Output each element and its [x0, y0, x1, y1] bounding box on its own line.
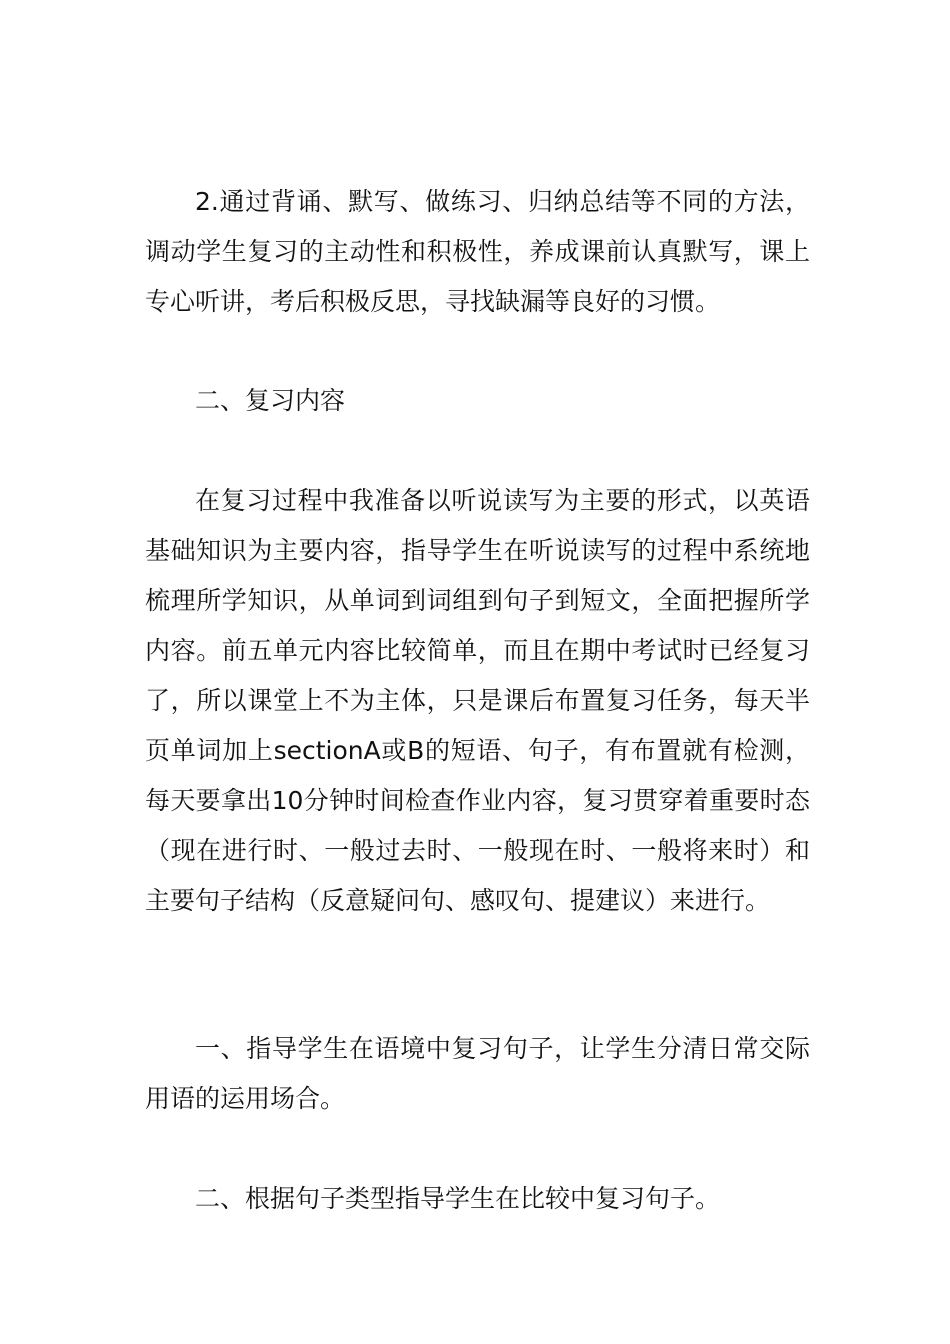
section-heading-review-content: 二、复习内容	[195, 386, 346, 415]
paragraph-sentence-types: 二、根据句子类型指导学生在比较中复习句子。	[195, 1184, 721, 1213]
paragraph-context-sentences: 一、指导学生在语境中复习句子，让学生分清日常交际用语的运用场合。	[145, 1034, 810, 1113]
paragraph-methods: 2.通过背诵、默写、做练习、归纳总结等不同的方法，调动学生复习的主动性和积极性，养成课前认真默写，课上专心听讲，考后积极反思，寻找缺漏等良好的习惯。	[145, 187, 810, 316]
paragraph-review-process: 在复习过程中我准备以听说读写为主要的形式，以英语基础知识为主要内容，指导学生在听说读写的过程中系统地梳理所学知识，从单词到词组到句子到短文，全面把握所学内容。前五单元内容比较简单，而且在期中考试时已经复习了，所以课堂上不为主体，只是课后布置复习任务，每天半页单词加上sectionA或B的短语、句子，有布置就有检测，每天要拿出10分钟时间检查作业内容，复习贯穿着重要时态（现在进行时、一般过去时、一般现在时、一般将来时）和主要句子结构（反意疑问句、感叹句、提建议）来进行。	[145, 486, 810, 915]
